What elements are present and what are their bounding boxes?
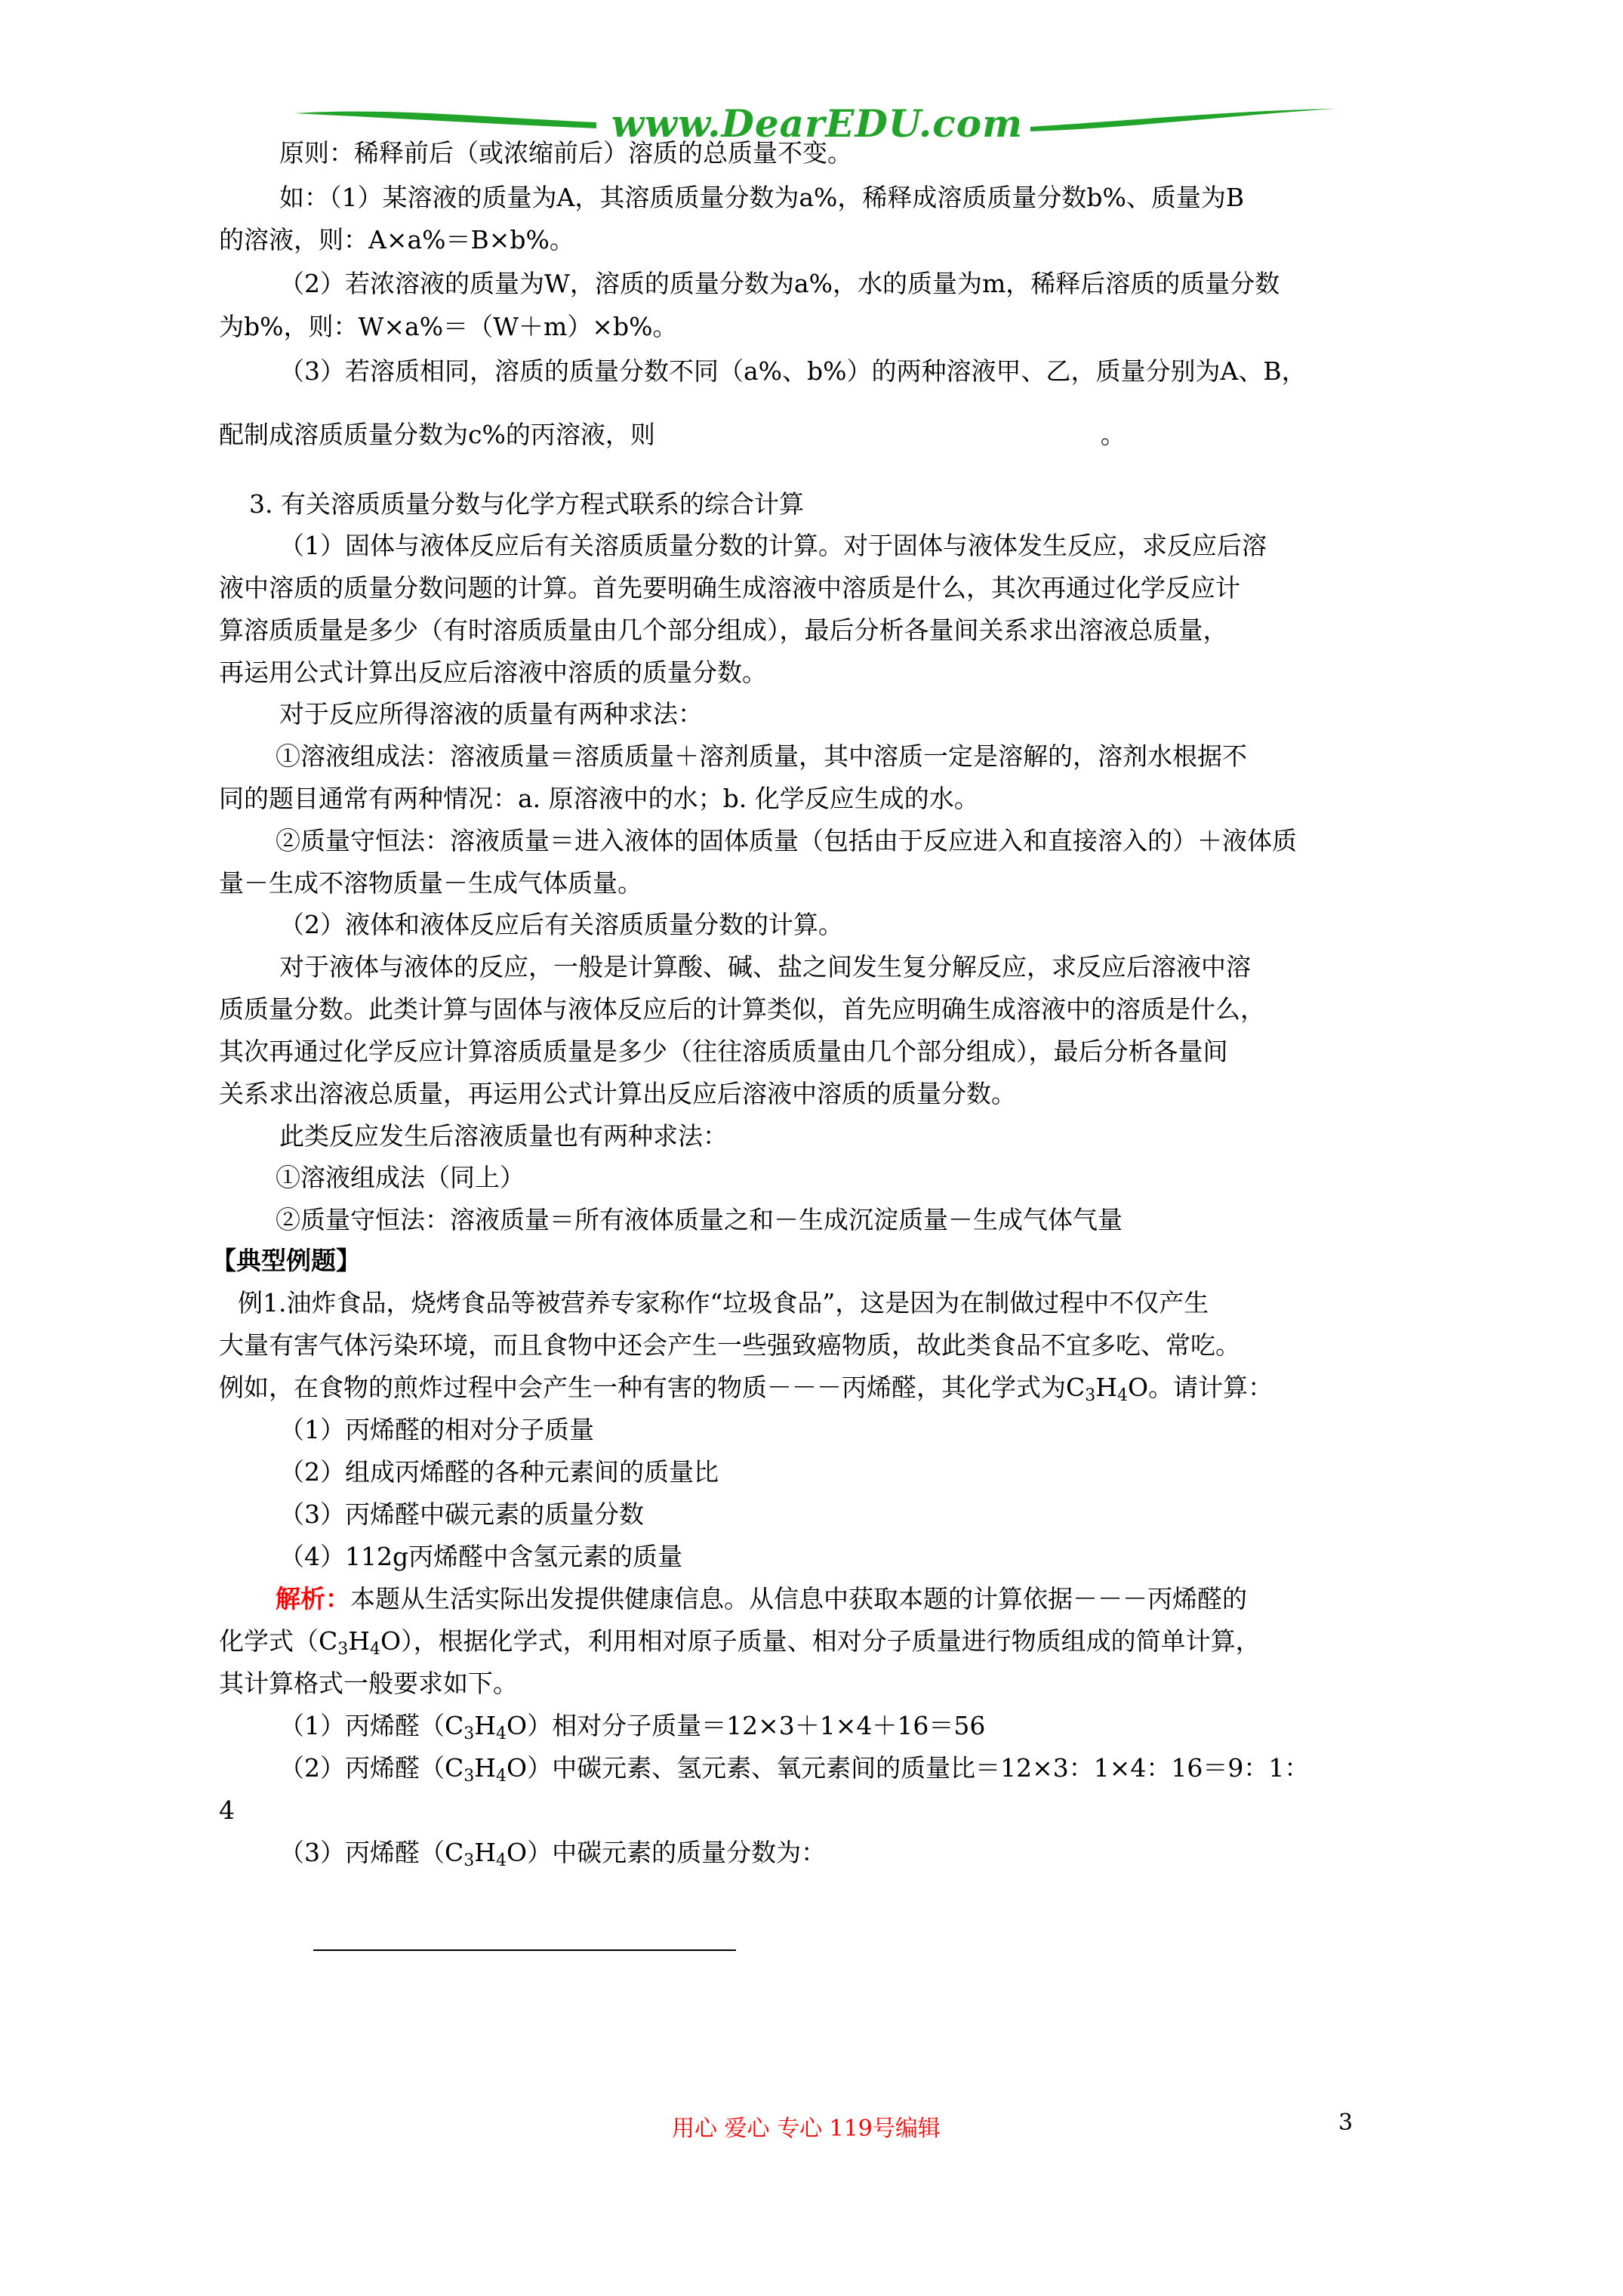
text-line: 量－生成不溶物质量－生成气体质量。 [219,868,642,898]
subscript: 3 [337,1640,349,1659]
text-line [279,1711,985,1741]
site-header-logo [294,98,1336,146]
subscript: 3 [463,1851,475,1870]
text-fragment: O）中碳元素的质量分数为： [507,1838,827,1867]
subscript: 4 [496,1724,507,1743]
text-line: 4 [219,1795,235,1825]
text-line: （2）若浓溶液的质量为W，溶质的质量分数为a%，水的质量为m，稀释后溶质的质量分数 [279,269,1280,298]
section-title: 【典型例题】 [211,1246,361,1275]
text-line: （3）若溶质相同，溶质的质量分数不同（a%、b%）的两种溶液甲、乙，质量分别为A、B， [279,356,1307,386]
text-line [276,1584,1247,1614]
text-line: ①溶液组成法：溶液质量＝溶质质量＋溶剂质量，其中溶质一定是溶解的，溶剂水根据不 [276,741,1247,771]
text-line: 原则：稀释前后（或浓缩前后）溶质的总质量不变。 [279,138,852,168]
footnote-divider [313,1949,736,1951]
text-line: ①溶液组成法（同上） [276,1163,525,1192]
page-number: 3 [1338,2110,1354,2136]
text-fragment: 例如，在食物的煎炸过程中会产生一种有害的物质－－－丙烯醛，其化学式为C [219,1373,1086,1402]
text-line: 对于反应所得溶液的质量有两种求法： [279,699,703,729]
text-line: （3）丙烯醛中碳元素的质量分数 [279,1499,644,1529]
text-line: 算溶质质量是多少（有时溶质质量由几个部分组成），最后分析各量间关系求出溶液总质量， [219,615,1228,645]
text-line: 为b%，则：W×a%＝（W＋m）×b%。 [219,312,678,341]
text-fragment: O）中碳元素、氢元素、氧元素间的质量比＝12×3：1×4：16＝9：1： [507,1753,1310,1783]
text-fragment: H [348,1626,371,1656]
text-line: （2）组成丙烯醛的各种元素间的质量比 [279,1457,719,1487]
subscript: 3 [463,1767,475,1786]
text-line: （1）丙烯醛的相对分子质量 [279,1415,594,1444]
text-line: 质质量分数。此类计算与固体与液体反应后的计算类似，首先应明确生成溶液中的溶质是什么， [219,994,1265,1024]
text-fragment: H [474,1838,497,1867]
text-line [279,1753,1310,1786]
text-line: （4）112g丙烯醛中含氢元素的质量 [279,1542,683,1571]
text-fragment: H [474,1711,497,1740]
text-line: 关系求出溶液总质量，再运用公式计算出反应后溶液中溶质的质量分数。 [219,1079,1016,1108]
text-line: （1）固体与液体反应后有关溶质质量分数的计算。对于固体与液体发生反应，求反应后溶 [279,531,1267,560]
text-fragment: 配制成溶质质量分数为c%的丙溶液，则 [219,420,655,449]
text-fragment: （1）丙烯醛（C [279,1711,464,1740]
site-brand: www.DearEDU.com [611,101,1024,146]
text-line: （2）液体和液体反应后有关溶质质量分数的计算。 [279,910,843,939]
text-line: 其计算格式一般要求如下。 [219,1669,518,1698]
text-line: 同的题目通常有两种情况：a. 原溶液中的水；b. 化学反应生成的水。 [219,784,979,813]
text-line: 对于液体与液体的反应，一般是计算酸、碱、盐之间发生复分解反应，求反应后溶液中溶 [279,952,1251,982]
text-line: 此类反应发生后溶液质量也有两种求法： [279,1121,728,1151]
text-line: ②质量守恒法：溶液质量＝进入液体的固体质量（包括由于反应进入和直接溶入的）＋液体质 [276,826,1297,855]
text-line: ②质量守恒法：溶液质量＝所有液体质量之和－生成沉淀质量－生成气体气量 [276,1205,1123,1234]
text-line: 其次再通过化学反应计算溶质质量是多少（往往溶质质量由几个部分组成），最后分析各量间 [219,1037,1228,1066]
text-line: 液中溶质的质量分数问题的计算。首先要明确生成溶液中溶质是什么，其次再通过化学反应计 [219,573,1240,603]
subscript: 4 [1117,1386,1129,1405]
text-line: 大量有害气体污染环境，而且食物中还会产生一些强致癌物质，故此类食品不宜多吃、常吃。 [219,1330,1240,1360]
text-line: 的溶液，则：A×a%＝B×b%。 [219,225,574,254]
text-line [219,420,1126,450]
subscript: 3 [1085,1386,1096,1405]
text-fragment: （3）丙烯醛（C [279,1838,464,1867]
analysis-label: 解析： [276,1584,350,1613]
text-fragment: 。 [1100,420,1126,449]
text-line [219,1373,1273,1403]
text-fragment: O。请计算： [1128,1373,1273,1402]
text-fragment: H [1095,1373,1118,1402]
subscript: 4 [370,1640,381,1659]
text-line [279,1838,826,1868]
text-line: 如：（1）某溶液的质量为A，其溶质质量分数为a%，稀释成溶质质量分数b%、质量为B [279,183,1245,212]
text-fragment: H [474,1753,497,1783]
section-heading: 3. 有关溶质质量分数与化学方程式联系的综合计算 [249,489,804,519]
text-fragment: O），根据化学式，利用相对原子质量、相对分子质量进行物质组成的简单计算， [380,1626,1261,1656]
text-fragment: 化学式（C [219,1626,338,1656]
text-fragment: O）相对分子质量＝12×3＋1×4＋16＝56 [507,1711,986,1740]
text-fragment: 本题从生活实际出发提供健康信息。从信息中获取本题的计算依据－－－丙烯醛的 [350,1584,1247,1613]
text-line [219,1626,1261,1657]
text-line: 例1.油炸食品，烧烤食品等被营养专家称作“垃圾食品”，这是因为在制做过程中不仅产生 [238,1288,1209,1318]
subscript: 4 [496,1767,507,1786]
subscript: 3 [463,1724,475,1743]
text-fragment: （2）丙烯醛（C [279,1753,464,1783]
page-footer: 用心 爱心 专心 119号编辑 [672,2116,941,2142]
subscript: 4 [496,1851,507,1870]
text-line: 再运用公式计算出反应后溶液中溶质的质量分数。 [219,658,767,687]
